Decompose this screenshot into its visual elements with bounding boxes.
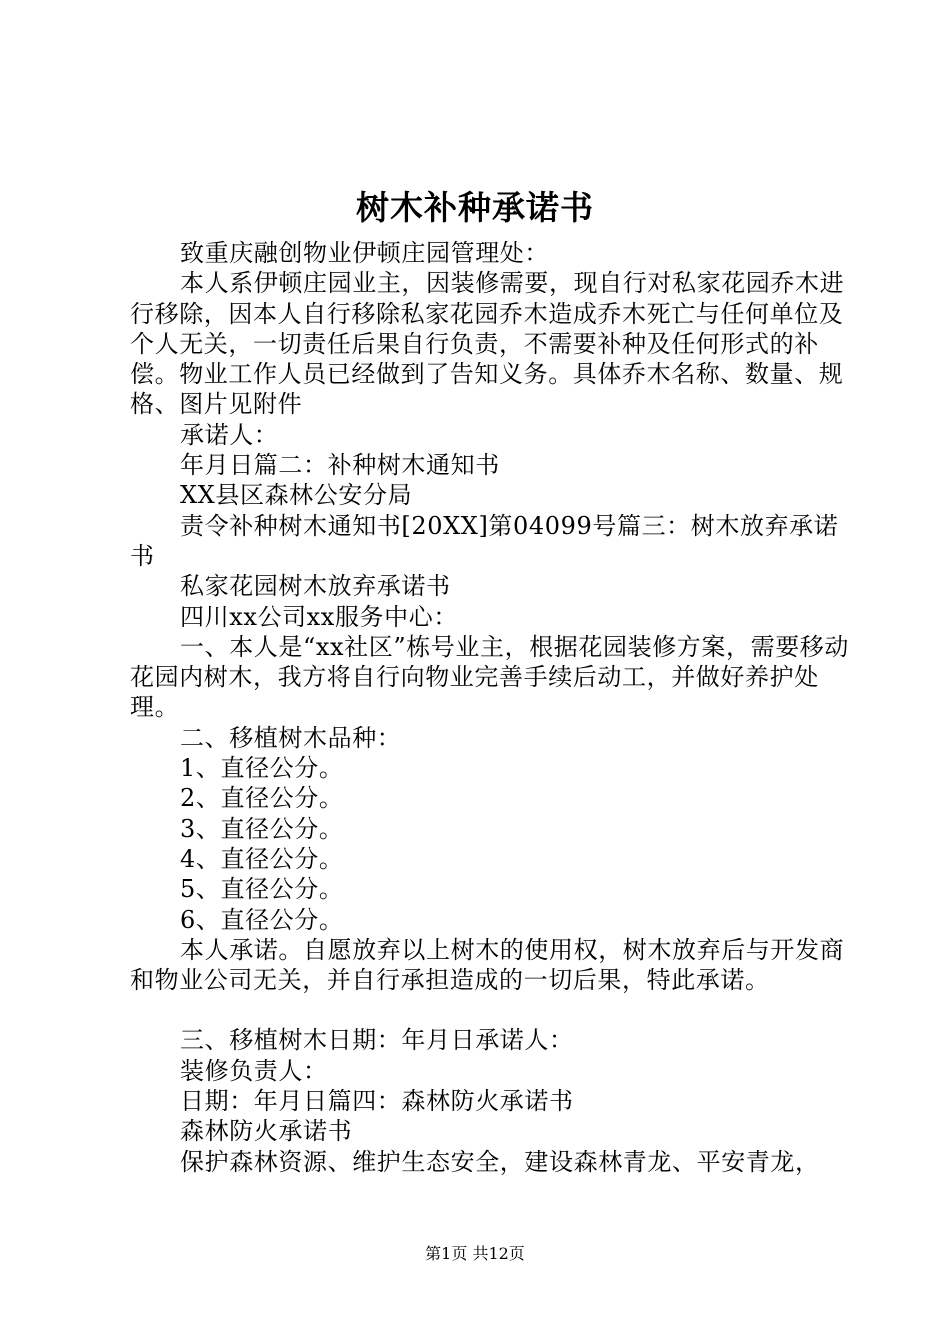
page-number: 第1页 共12页 — [425, 1244, 525, 1263]
document-title: 树木补种承诺书 — [356, 188, 594, 227]
paragraph-notice-number: 责令补种树木通知书[20XX]第04099号篇三：树木放弃承诺书 — [130, 511, 839, 570]
paragraph-commitment: 本人承诺。自愿放弃以上树木的使用权，树木放弃后与开发商和物业公司无关，并自行承担造成的一切后果，特此承诺。 — [130, 935, 845, 995]
paragraph-subtitle: 私家花园树木放弃承诺书 — [180, 572, 451, 601]
paragraph-bureau: XX县区森林公安分局 — [180, 481, 413, 510]
paragraph-recipient: 四川xx公司xx服务中心： — [180, 602, 458, 631]
paragraph-item-one: 一、本人是“xx社区”栋号业主，根据花园装修方案，需要移动花园内树木，我方将自行向物业完善手续后动工，并做好养护处理。 — [130, 632, 850, 722]
document-body — [130, 238, 850, 1177]
paragraph-promisor: 承诺人： — [180, 420, 279, 449]
list-item: 5、直径公分。 — [180, 875, 344, 904]
paragraph-decorator: 装修负责人： — [180, 1056, 328, 1085]
list-item: 6、直径公分。 — [180, 905, 344, 934]
list-item: 2、直径公分。 — [180, 784, 344, 813]
list-item: 3、直径公分。 — [180, 814, 344, 843]
paragraph-date-section-four: 日期：年月日篇四：森林防火承诺书 — [180, 1087, 574, 1116]
list-item: 4、直径公分。 — [180, 844, 344, 873]
paragraph-statement: 本人系伊顿庄园业主，因装修需要，现自行对私家花园乔木进行移除，因本人自行移除私家花园乔木造成乔木死亡与任何单位及个人无关，一切责任后果自行负责，不需要补种及任何形式的补偿。物业工作人员已经做到了告知义务。具体乔木名称、数量、规格、图片见附件 — [130, 269, 845, 419]
paragraph-item-two: 二、移植树木品种： — [180, 723, 402, 752]
list-item: 1、直径公分。 — [180, 754, 344, 783]
paragraph-fire-body: 保护森林资源、维护生态安全，建设森林青龙、平安青龙， — [180, 1147, 820, 1176]
paragraph-salutation: 致重庆融创物业伊顿庄园管理处： — [180, 239, 549, 267]
paragraph-section-two: 年月日篇二：补种树木通知书 — [180, 451, 500, 480]
blank-line — [130, 995, 850, 1025]
paragraph-item-three: 三、移植树木日期：年月日承诺人： — [180, 1026, 574, 1055]
paragraph-fire-title: 森林防火承诺书 — [180, 1117, 353, 1146]
